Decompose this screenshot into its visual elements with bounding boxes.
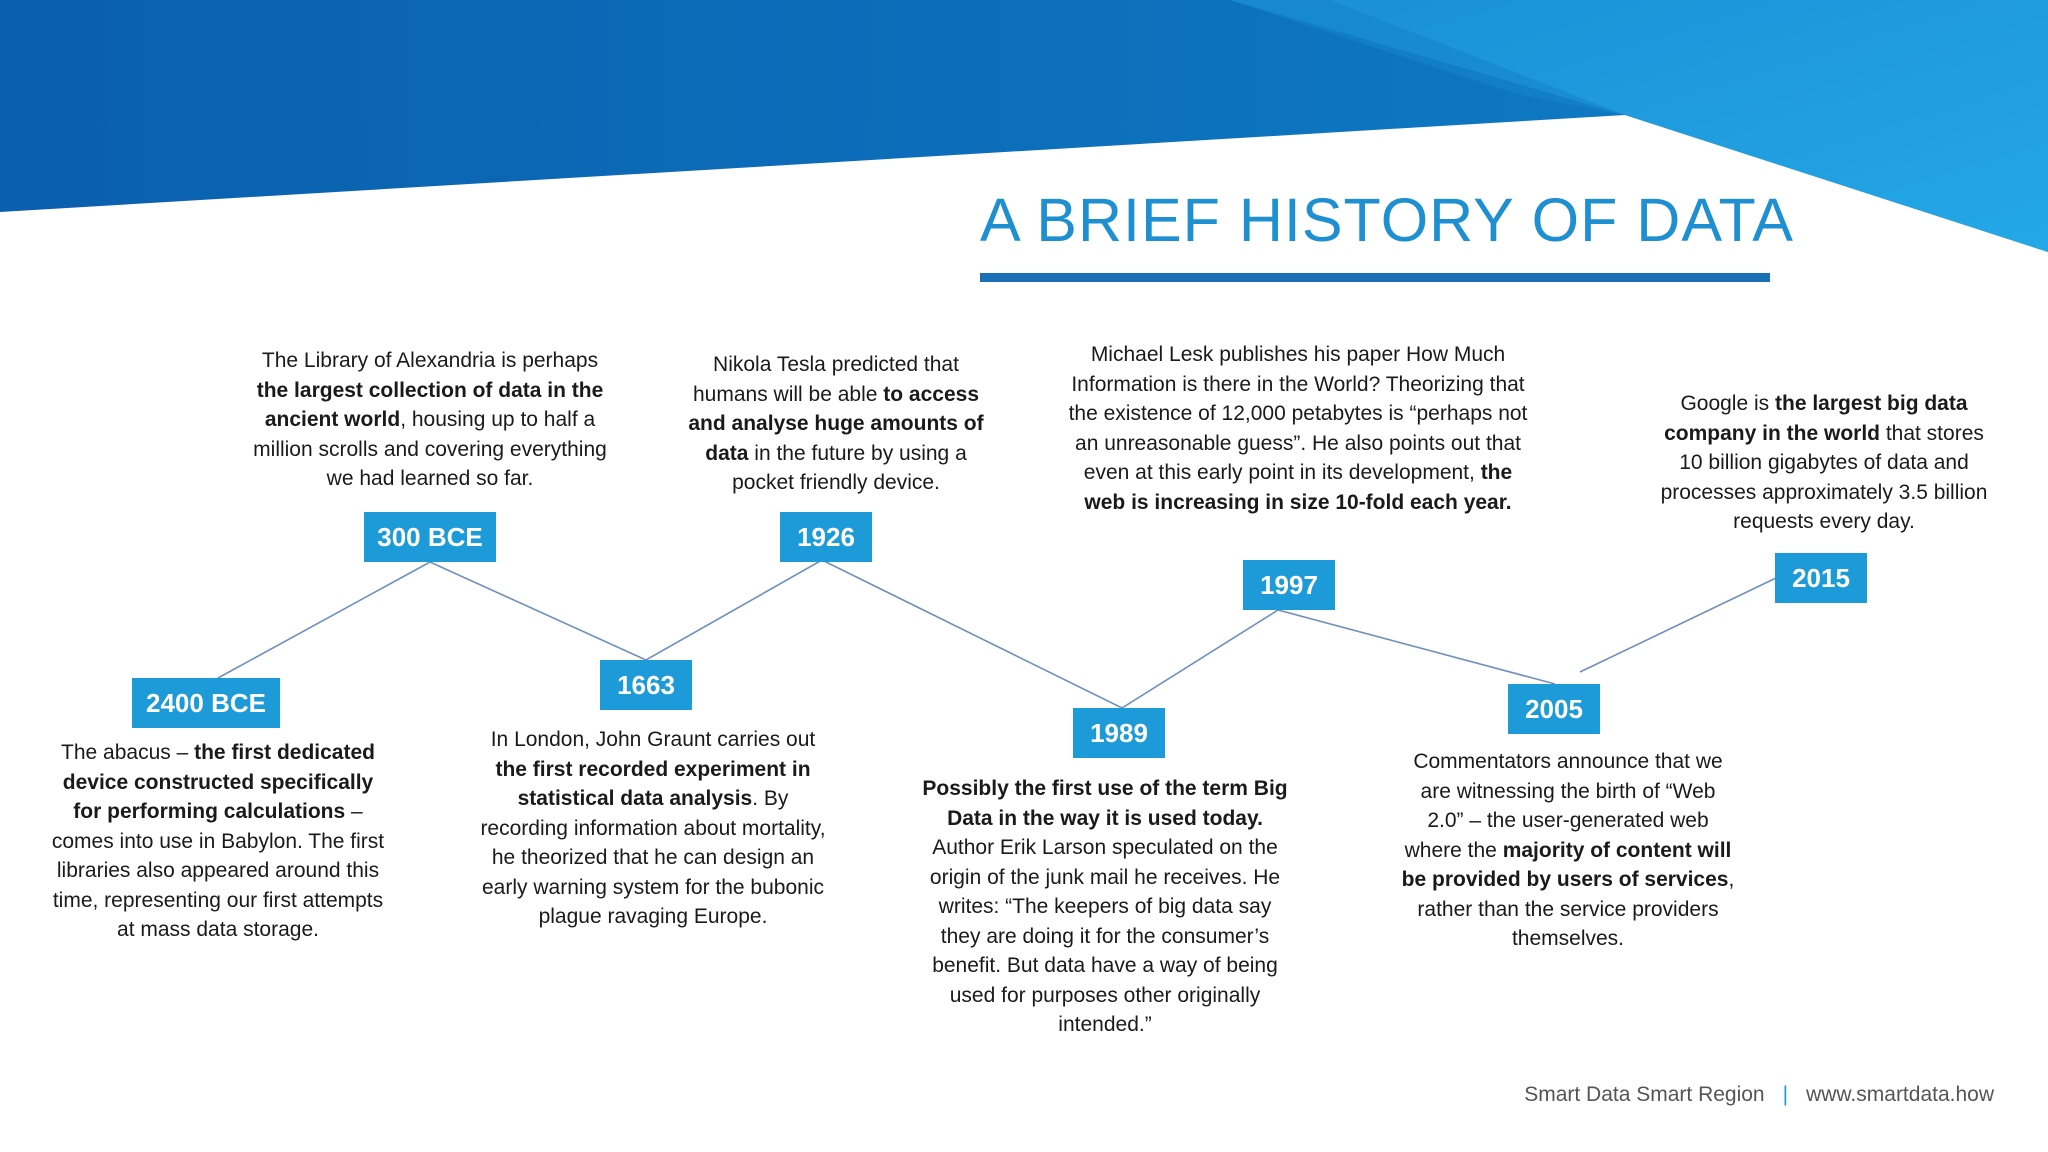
event-description-1663	[478, 725, 828, 932]
body-text: Google is	[1680, 392, 1775, 415]
footer-brand: Smart Data Smart Region	[1524, 1083, 1765, 1106]
body-text: , rather than the service providers themselves.	[1417, 868, 1735, 950]
event-description-2015	[1652, 389, 1996, 537]
body-text: in the future by using a pocket friendly device.	[732, 441, 967, 494]
body-text: Commentators announce that we are witnessing the birth of “Web 2.0” – the user-generated web where the	[1404, 750, 1723, 862]
body-text: Nikola Tesla predicted that humans will be able	[692, 353, 959, 406]
year-badge-1997: 1997	[1243, 560, 1335, 610]
emphasis-text: the first dedicated device constructed specifically for performing calculations	[62, 741, 375, 823]
emphasis-text: the web is increasing in size 10-fold each year.	[1084, 461, 1513, 514]
year-badge-300-bce: 300 BCE	[364, 512, 496, 562]
event-description-1926	[684, 350, 988, 498]
emphasis-text: the largest collection of data in the ancient world	[256, 378, 604, 431]
year-badge-1926: 1926	[780, 512, 872, 562]
year-badge-1663: 1663	[600, 660, 692, 710]
body-text: Michael Lesk publishes his paper How Much Information is there in the World? Theorizing that the existence of 12,000 petabytes is “perhaps not an unreasonable guess”. He also points out that even at this early point in its development,	[1068, 343, 1528, 484]
event-description-1989	[920, 774, 1290, 1040]
emphasis-text: the first recorded experiment in statistical data analysis	[495, 757, 811, 810]
footer-separator: |	[1782, 1083, 1789, 1106]
timeline-line-end	[1580, 578, 1776, 672]
footer-url[interactable]: www.smartdata.how	[1806, 1083, 1994, 1106]
footer	[1524, 1083, 1994, 1107]
timeline-line	[218, 560, 1555, 708]
body-text: . By recording information about mortality, he theorized that he can design an early warning system for the bubonic plague ravaging Europe.	[480, 787, 826, 928]
body-text: In London, John Graunt carries out	[490, 728, 816, 751]
body-text: The abacus –	[61, 741, 195, 764]
event-description-2400-bce	[48, 738, 388, 945]
event-description-300-bce	[250, 346, 610, 494]
year-badge-2400-bce: 2400 BCE	[132, 678, 280, 728]
page-title: A BRIEF HISTORY OF DATA	[980, 186, 1794, 254]
title-underline	[980, 273, 1770, 282]
emphasis-text: majority of content will be provided by users of services	[1401, 838, 1732, 891]
year-badge-2005: 2005	[1508, 684, 1600, 734]
emphasis-text: the largest big data company in the world	[1664, 392, 1968, 445]
body-text: that stores 10 billion gigabytes of data and processes approximately 3.5 billion requests every day.	[1660, 421, 1988, 533]
emphasis-text: to access and analyse huge amounts of data	[688, 382, 984, 465]
body-text: The Library of Alexandria is perhaps	[261, 349, 599, 372]
event-description-2005	[1400, 747, 1736, 954]
emphasis-text: Possibly the first use of the term Big Data in the way it is used today.	[922, 777, 1288, 830]
event-description-1997	[1068, 340, 1528, 517]
body-text: Author Erik Larson speculated on the origin of the junk mail he receives. He writes: “The keepers of big data say they are doing it for the consumer’s benefit. But data have a way of being used for purposes other originally intended.”	[929, 836, 1281, 1036]
year-badge-2015: 2015	[1775, 553, 1867, 603]
body-text: – comes into use in Babylon. The first libraries also appeared around this time, representing our first attempts at mass data storage.	[51, 800, 385, 941]
body-text: , housing up to half a million scrolls and covering everything we had learned so far.	[253, 408, 607, 490]
year-badge-1989: 1989	[1073, 708, 1165, 758]
